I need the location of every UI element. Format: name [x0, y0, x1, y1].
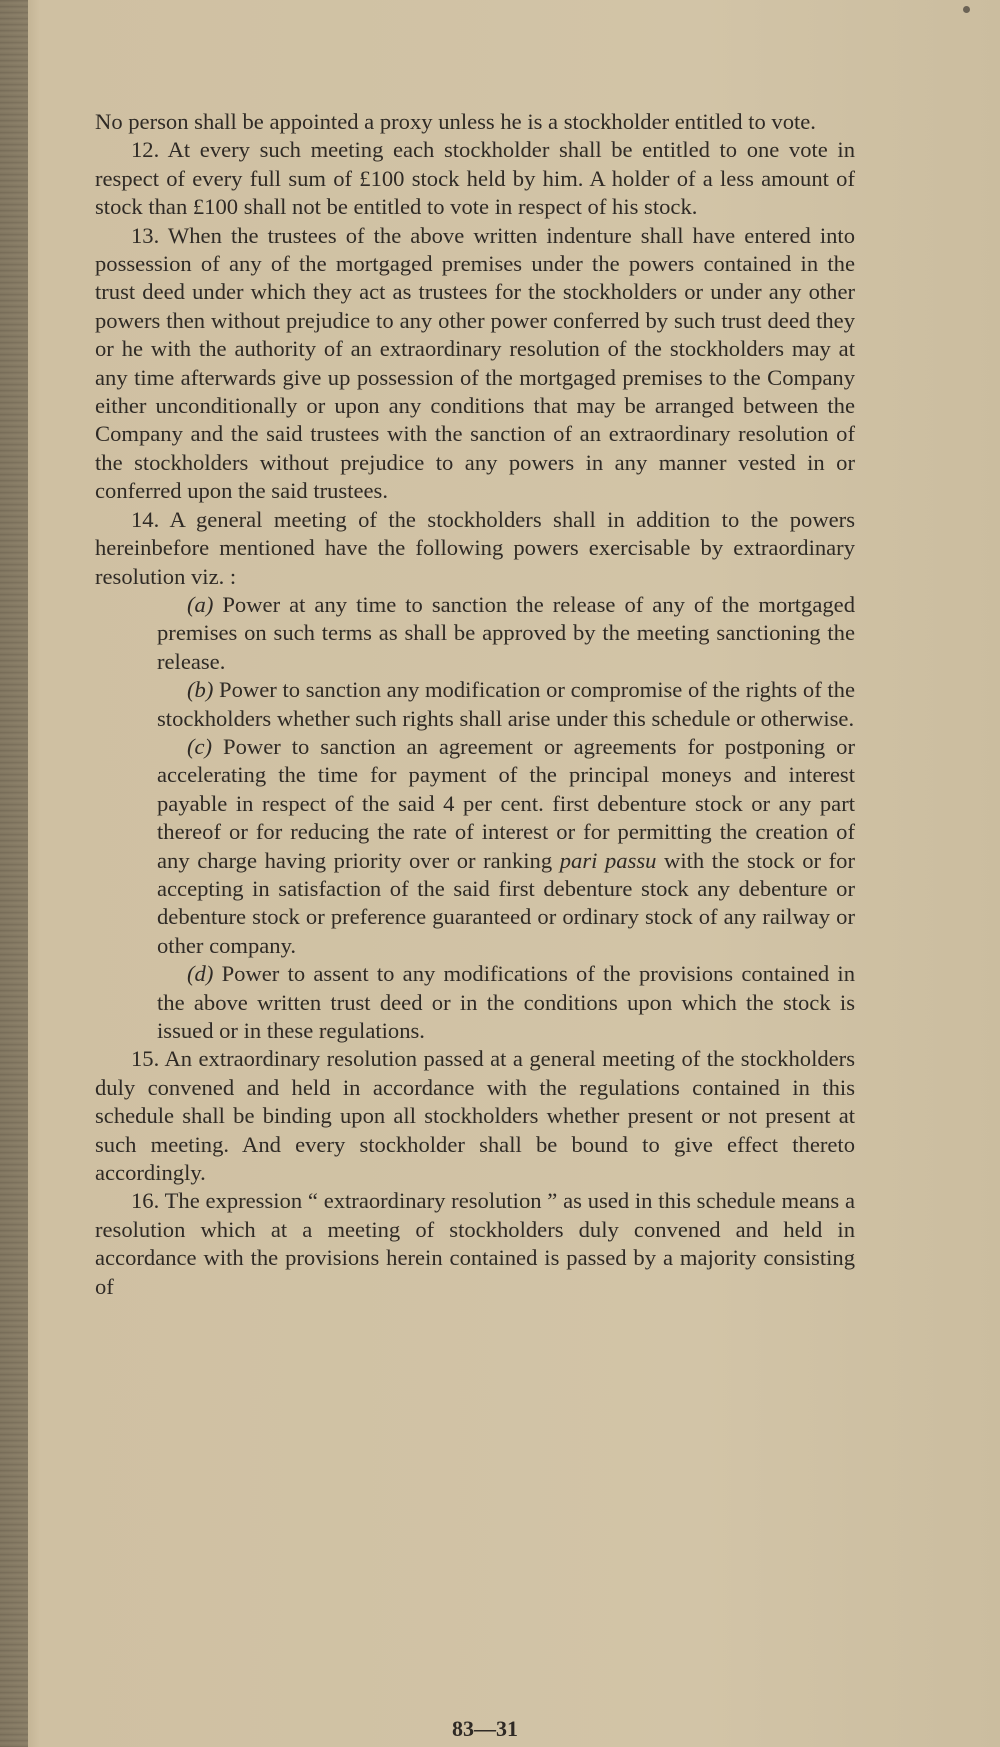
page-number: 83—31 [452, 1716, 518, 1741]
sub-item-text: Power to sanction any modification or compromise of the rights of the stockholders whether such rights shall arise under this schedule or otherwise. [157, 677, 855, 731]
book-spine-shadow [0, 0, 28, 1747]
sub-item-a [157, 591, 855, 676]
paragraph-16: 16. The expression “ extraordinary resolution ” as used in this schedule means a resolution which at a meeting of stockholders duly convened and held in accordance with the provisions herein contained is passed by a majority consisting of [95, 1188, 855, 1299]
paragraph-13: 13. When the trustees of the above written indenture shall have entered into possession of any of the mortgaged premises under the powers contained in the trust deed under which they act as trustees for the stockholders or under any other powers then without prejudice to any other power conferred by such trust deed they or he with the authority of an extraordinary resolution of the stockholders may at any time afterwards give up possession of the mortgaged premises to the Company either unconditionally or upon any conditions that may be arranged between the Company and the said trustees with the sanction of an extraordinary resolution of the stockholders without prejudice to any powers in any manner vested in or conferred upon the said trustees. [95, 222, 855, 504]
paper-speck [963, 6, 970, 13]
latin-phrase: pari passu [559, 847, 657, 873]
sub-item-label: (c) [187, 733, 213, 759]
body-text [95, 108, 855, 1301]
sub-item-text: Power to assent to any modifications of the provisions contained in the above written trust deed or in the conditions upon which the stock is issued or in these regulations. [157, 961, 855, 1043]
sub-item-label: (d) [187, 961, 214, 987]
paragraph-proxy: No person shall be appointed a proxy unless he is a stockholder entitled to vote. [95, 109, 816, 134]
sub-item-text-continued: with the stock or for accepting in satisfaction of the said first debenture stock any debenture or debenture stock or preference guaranteed or ordinary stock of any railway or other company. [157, 847, 856, 958]
sub-item-b [157, 676, 855, 733]
paragraph-12: 12. At every such meeting each stockholder shall be entitled to one vote in respect of every full sum of £100 stock held by him. A holder of a less amount of stock than £100 shall not be entitled to vote in respect of his stock. [95, 137, 855, 220]
sub-item-label: (b) [187, 677, 214, 703]
sub-item-d [157, 960, 855, 1045]
sub-item-c [157, 733, 855, 960]
sub-item-text: Power at any time to sanction the release of any of the mortgaged premises on such terms as shall be approved by the meeting sanctioning the release. [157, 591, 855, 674]
paragraph-14: 14. A general meeting of the stockholders shall in addition to the powers hereinbefore mentioned have the following powers exercisable by extraordinary resolution viz. : [95, 506, 855, 589]
sub-item-text: Power to sanction an agreement or agreements for postponing or accelerating the time for payment of the principal moneys and interest payable in respect of the said 4 per cent. first debenture stock or any part thereof or for reducing the rate of interest or for permitting the creation of any charge having priority over or ranking [157, 733, 855, 873]
sub-item-label: (a) [187, 591, 214, 617]
paragraph-15: 15. An extraordinary resolution passed at a general meeting of the stockholders duly convened and held in accordance with the regulations contained in this schedule shall be binding upon all stockholders whether present or not present at such meeting. And every stockholder shall be bound to give effect thereto accordingly. [95, 1046, 855, 1186]
